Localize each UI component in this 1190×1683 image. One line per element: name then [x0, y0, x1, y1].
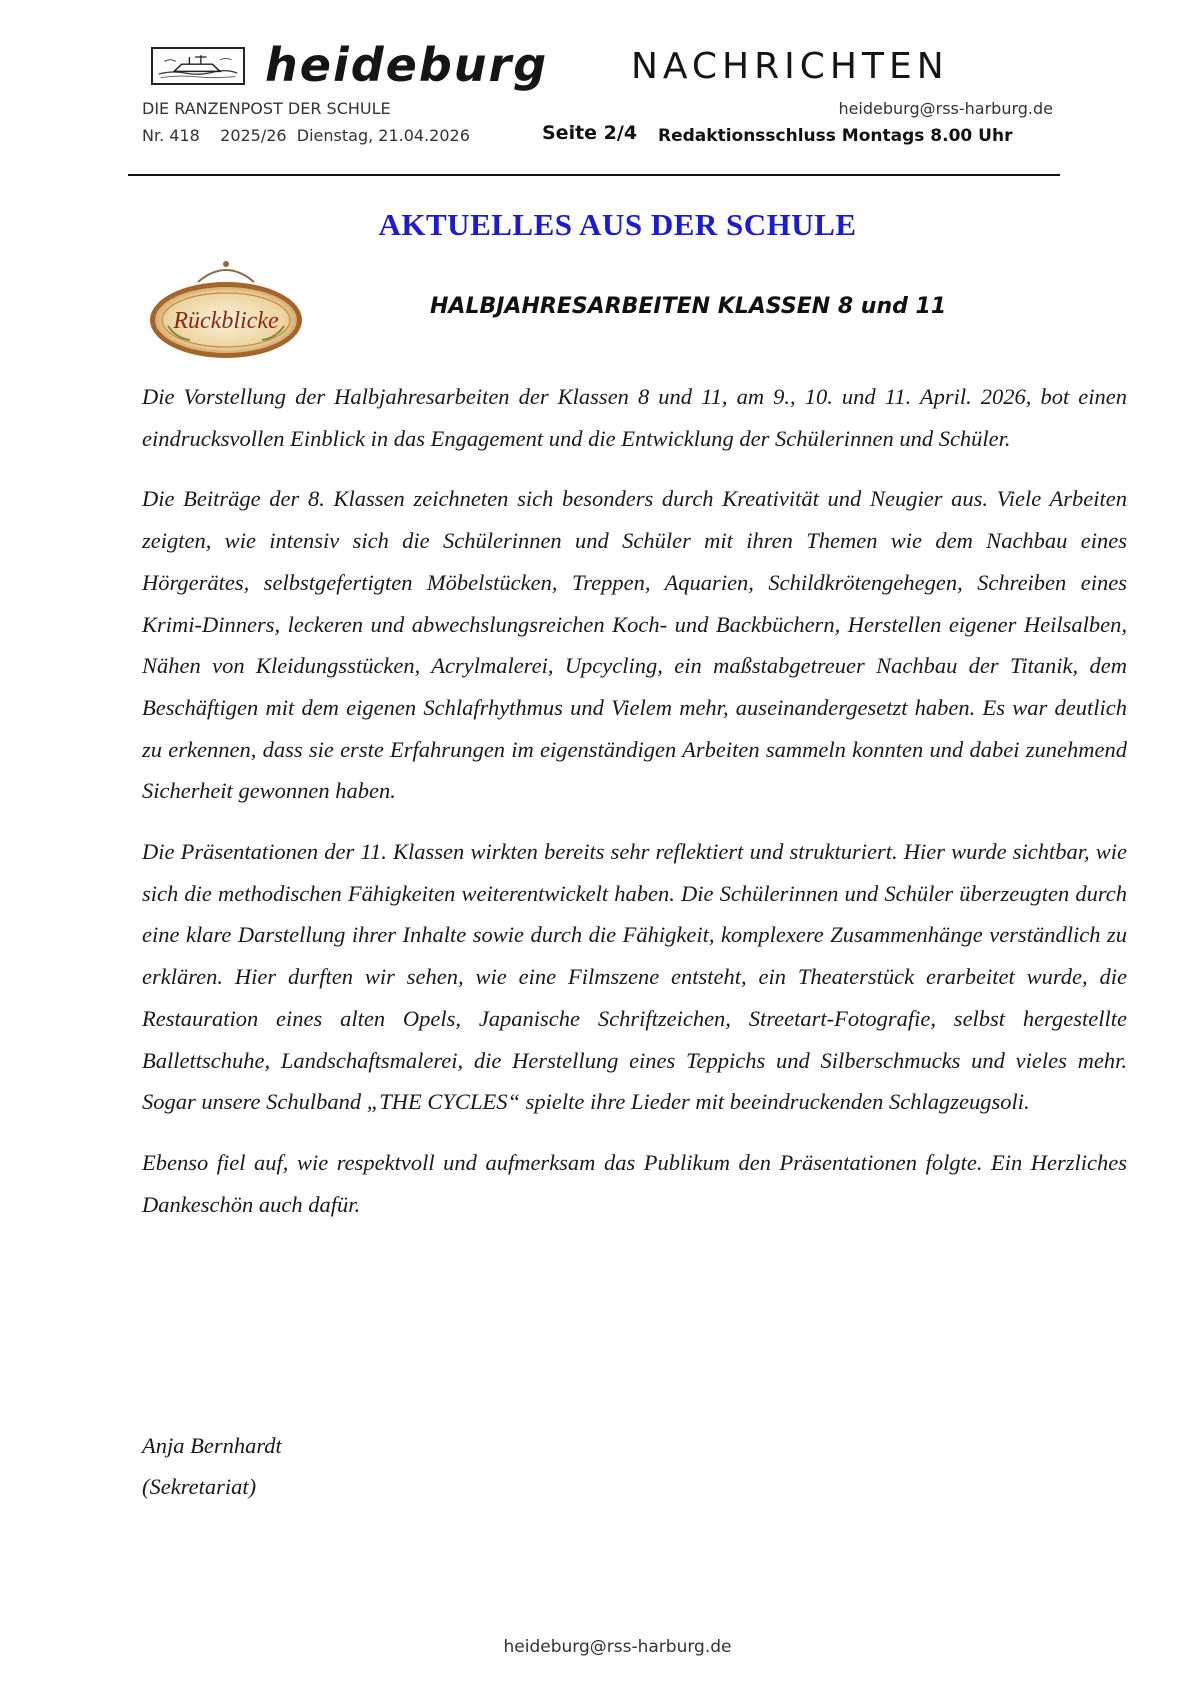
- header-email: heideburg@rss-harburg.de: [838, 99, 1053, 118]
- article-paragraph: Die Beiträge der 8. Klassen zeichneten sich besonders durch Kreativität und Neugier aus. Viele Arbeiten zeigten, wie intensiv sich die Schülerinnen und Schüler mit ihren Themen wie dem Nachbau eines Hörgerätes, selbstgefertigten Möbelstücken, Treppen, Aquarien, Schildkrötengehegen, Schreiben eines Krimi-Dinners, leckeren und abwechslungsreichen Koch- und Backbüchern, Herstellen eigener Heilsalben, Nähen von Kleidungsstücken, Acrylmalerei, Upcycling, ein maßstabgetreuer Nachbau der Titanik, dem Beschäftigen mit dem eigenen Schlafrhythmus und Vielem mehr, auseinandergesetzt haben. Es war deutlich zu erkennen, dass sie erste Erfahrungen im eigenständigen Arbeiten sammeln konnten und dabei zunehmend Sicherheit gewonnen haben.: [142, 486, 1127, 804]
- header-divider: [128, 174, 1060, 176]
- signature-role: (Sekretariat): [142, 1474, 257, 1499]
- signature-block: [142, 1425, 282, 1507]
- article-paragraph: Die Präsentationen der 11. Klassen wirkten bereits sehr reflektiert und strukturiert. Hier wurde sichtbar, wie sich die methodischen Fähigkeiten weiterentwickelt haben. Die Schülerinnen und Schüler überzeugten durch eine klare Darstellung ihrer Inhalte sowie durch die Fähigkeit, komplexere Zusammenhänge verständlich zu erklären. Hier durften wir sehen, wie eine Filmszene entsteht, ein Theaterstück erarbeitet wurde, die Restauration eines alten Opels, Japanische Schriftzeichen, Streetart-Fotografie, selbst hergestellte Ballettschuhe, Landschaftsmalerei, die Herstellung eines Teppichs und Silberschmucks und vieles mehr. Sogar unsere Schulband „THE CYCLES“ spielte ihre Lieder mit beeindruckenden Schlagzeugsoli.: [142, 839, 1127, 1115]
- article-title: HALBJAHRESARBEITEN KLASSEN 8 und 11: [430, 294, 947, 319]
- signature-name: Anja Bernhardt: [142, 1433, 282, 1458]
- editorial-deadline: Redaktionsschluss Montags 8.00 Uhr: [658, 126, 1013, 146]
- brand-name-light: NACHRICHTEN: [631, 46, 949, 87]
- article-paragraph: Ebenso fiel auf, wie respektvoll und aufmerksam das Publikum den Präsentationen folgte. Ein Herzliches Dankeschön auch dafür.: [142, 1149, 1127, 1217]
- section-title: AKTUELLES AUS DER SCHULE: [378, 207, 857, 242]
- ship-sketch-icon: [151, 47, 245, 85]
- newsletter-subtitle: DIE RANZENPOST DER SCHULE: [142, 99, 391, 118]
- issue-line: Nr. 418 2025/26 Dienstag, 21.04.2026: [142, 126, 470, 145]
- article-body: [142, 376, 1127, 1244]
- masthead: [151, 38, 1051, 94]
- footer-email: heideburg@rss-harburg.de: [503, 1637, 732, 1657]
- badge-label: Rückblicke: [173, 308, 279, 334]
- brand-name-bold: heideburg: [265, 38, 549, 92]
- article-paragraph: Die Vorstellung der Halbjahresarbeiten der Klassen 8 und 11, am 9., 10. und 11. April. 2026, bot einen eindrucksvollen Einblick in das Engagement und die Entwicklung der Schülerinnen und Schüler.: [142, 384, 1127, 451]
- page-indicator: Seite 2/4: [542, 122, 638, 144]
- rueckblicke-sign-icon: [146, 254, 306, 364]
